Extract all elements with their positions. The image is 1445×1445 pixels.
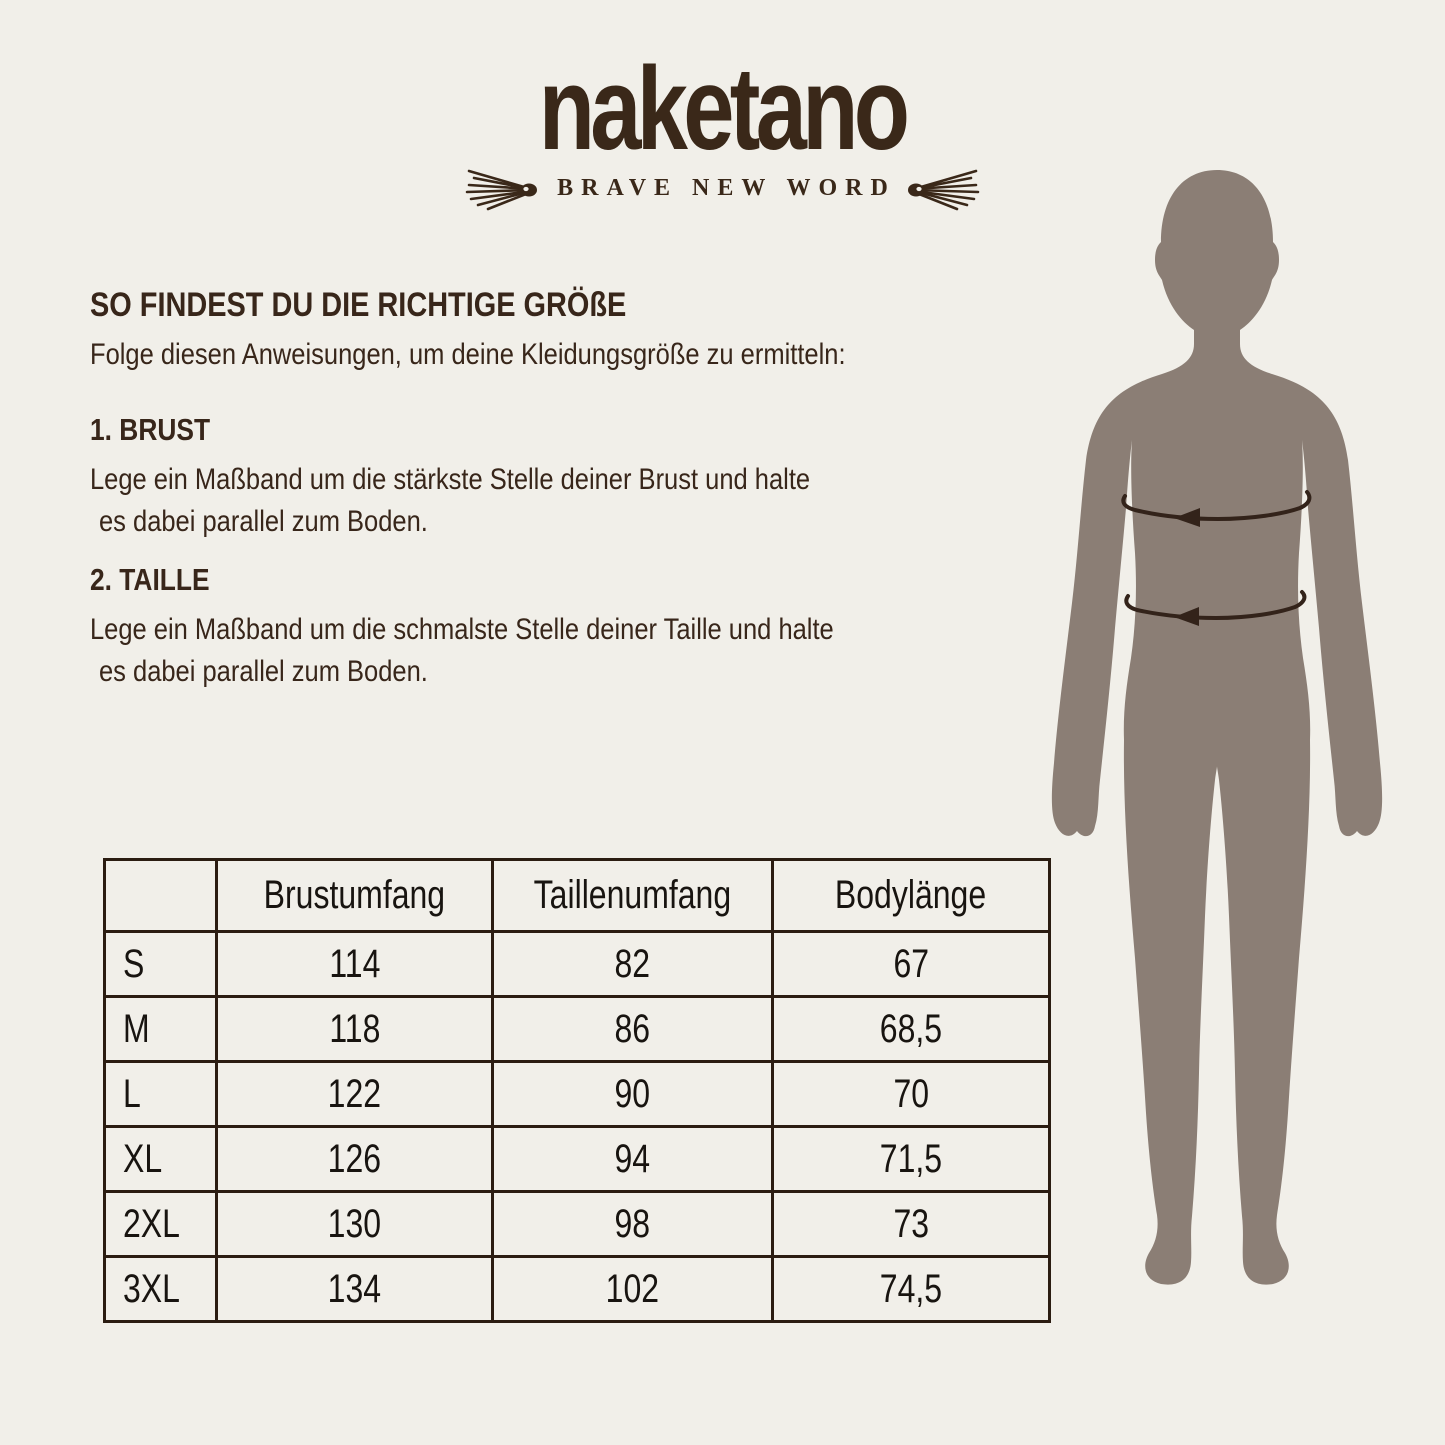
size-label: S [105, 932, 217, 997]
size-label: L [105, 1062, 217, 1127]
chest-value: 130 [217, 1192, 493, 1257]
wing-right-icon [906, 164, 980, 212]
sizing-guide-subtitle: Folge diesen Anweisungen, um deine Kleidungsgröße zu ermitteln: [90, 338, 846, 371]
size-row-s [105, 932, 1050, 997]
size-table-header-row [105, 860, 1050, 932]
step-chest-line1: Lege ein Maßband um die stärkste Stelle deiner Brust und halte [90, 463, 811, 496]
size-row-xl [105, 1127, 1050, 1192]
body-silhouette [1040, 168, 1440, 1293]
step-waist-title: 2. TAILLE [90, 562, 210, 597]
waist-value: 90 [493, 1062, 773, 1127]
step-waist [90, 562, 965, 693]
brand-tagline: BRAVE NEW WORD [557, 174, 896, 201]
header-size [105, 860, 217, 932]
waist-value: 98 [493, 1192, 773, 1257]
body-length-value: 74,5 [773, 1257, 1050, 1322]
waist-value: 82 [493, 932, 773, 997]
sizing-guide-title: SO FINDEST DU DIE RICHTIGE GRÖßE [90, 286, 627, 324]
size-label: M [105, 997, 217, 1062]
size-row-3xl [105, 1257, 1050, 1322]
chest-value: 122 [217, 1062, 493, 1127]
brand-wordmark: naketano [539, 43, 906, 175]
size-label: 2XL [105, 1192, 217, 1257]
step-chest-line2: es dabei parallel zum Boden. [99, 505, 428, 538]
body-length-value: 68,5 [773, 997, 1050, 1062]
header-waist: Taillenumfang [493, 860, 773, 932]
wing-left-icon [465, 164, 539, 212]
sizing-guide-intro [90, 286, 979, 372]
body-length-value: 71,5 [773, 1127, 1050, 1192]
body-length-value: 70 [773, 1062, 1050, 1127]
step-waist-line1: Lege ein Maßband um die schmalste Stelle deiner Taille und halte [90, 613, 834, 646]
step-chest [90, 412, 937, 543]
size-row-l [105, 1062, 1050, 1127]
size-table [103, 858, 1051, 1323]
size-label: 3XL [105, 1257, 217, 1322]
waist-value: 94 [493, 1127, 773, 1192]
chest-value: 134 [217, 1257, 493, 1322]
size-row-m [105, 997, 1050, 1062]
size-label: XL [105, 1127, 217, 1192]
chest-value: 126 [217, 1127, 493, 1192]
chest-value: 118 [217, 997, 493, 1062]
header-chest: Brustumfang [217, 860, 493, 932]
body-length-value: 67 [773, 932, 1050, 997]
header-body-length: Bodylänge [773, 860, 1050, 932]
body-length-value: 73 [773, 1192, 1050, 1257]
step-chest-title: 1. BRUST [90, 412, 211, 447]
waist-value: 86 [493, 997, 773, 1062]
size-row-2xl [105, 1192, 1050, 1257]
step-waist-line2: es dabei parallel zum Boden. [99, 655, 428, 688]
waist-value: 102 [493, 1257, 773, 1322]
chest-value: 114 [217, 932, 493, 997]
